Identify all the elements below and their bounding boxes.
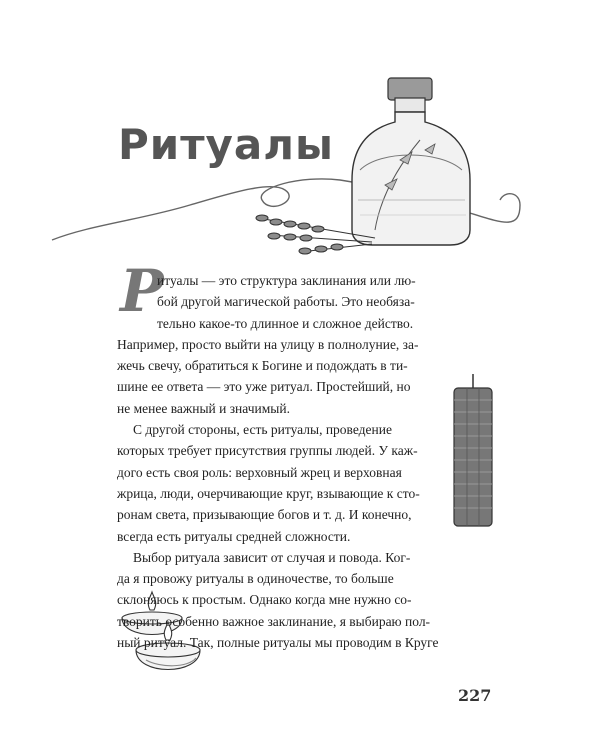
text-line: итуалы — это структура заклинания или лю- (157, 273, 416, 288)
text-line: С другой стороны, есть ритуалы, проведение (133, 422, 392, 438)
text-line: Выбор ритуала зависит от случая и повода. Ког- (133, 549, 411, 565)
page-number: 227 (458, 686, 492, 705)
text-line: Например, просто выйти на улицу в полнолуние, за- (117, 336, 419, 352)
text-line: жечь свечу, обратиться к Богине и подождать в ти- (117, 358, 408, 374)
page-title: Ритуалы (118, 120, 335, 169)
text-line: шине ее ответа — это уже ритуал. Простейший, но (117, 379, 411, 395)
text-line: которых требует присутствия группы людей. У каж- (117, 443, 418, 459)
text-line: творить особенно важное заклинание, я выбираю пол- (117, 613, 431, 629)
candle-illustration (454, 374, 492, 526)
text-line: дого есть своя роль: верховный жрец и верховная (117, 464, 402, 480)
text-line: всегда есть ритуалы средней сложности. (117, 528, 351, 544)
text-line: бой другой магической работы. Это необяза- (157, 294, 415, 310)
text-line: ронам света, призывающие богов и т. д. И конечно, (117, 507, 412, 523)
text-line: жрица, люди, очерчивающие круг, взывающие к сто- (117, 485, 420, 501)
body-text (117, 270, 443, 653)
text-line: не менее важный и значимый. (117, 400, 290, 416)
drop-cap-letter: Р (120, 257, 164, 325)
bottle-illustration (352, 78, 470, 245)
text-line: да я провожу ритуалы в одиночестве, то больше (117, 571, 394, 587)
text-line: тельно какое-то длинное и сложное действо. (157, 315, 414, 331)
text-line: склоняюсь к простым. Однако когда мне нужно со- (117, 592, 412, 608)
text-line: ный ритуал. Так, полные ритуалы мы проводим в Круге (117, 635, 439, 651)
